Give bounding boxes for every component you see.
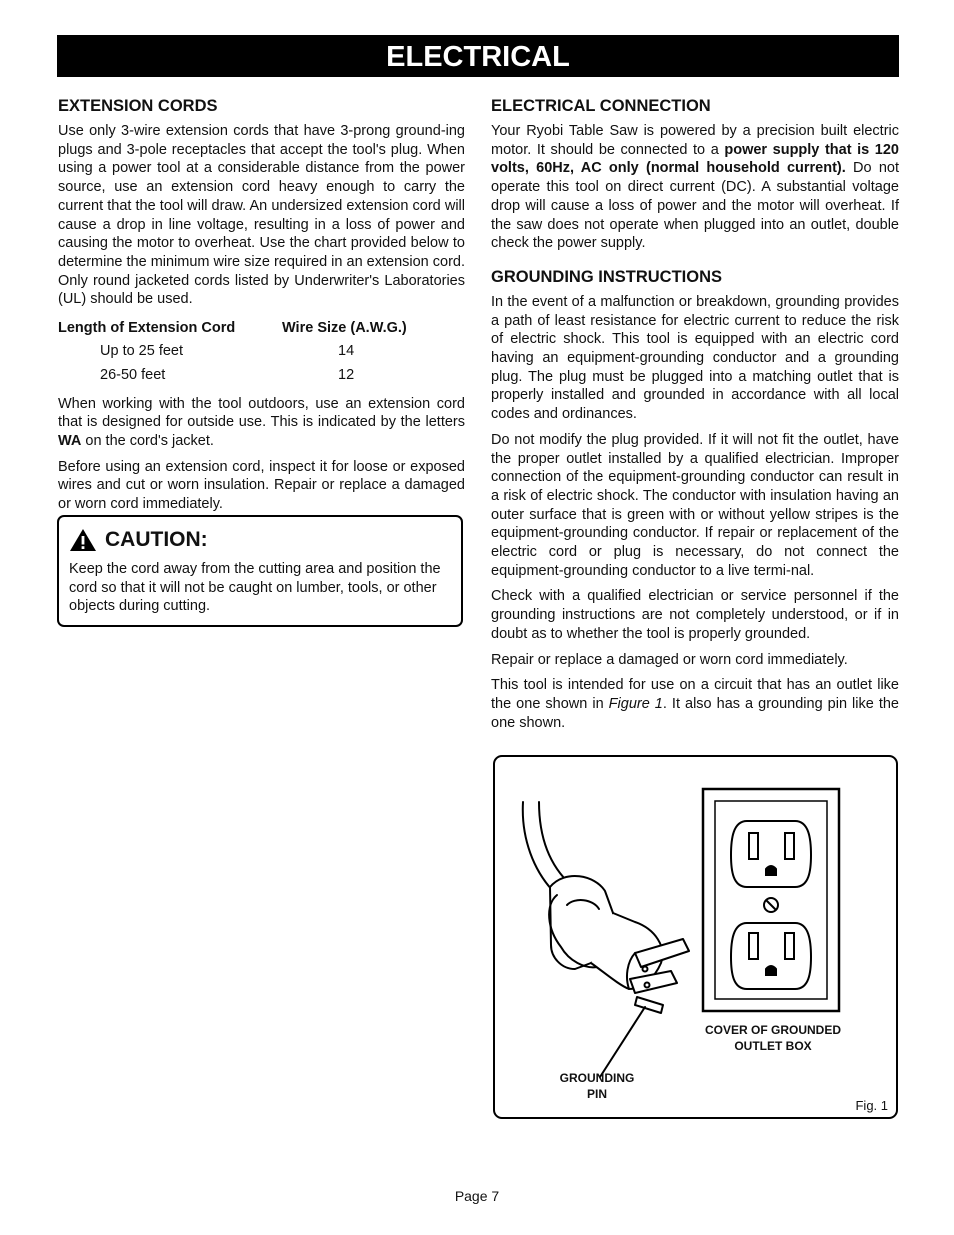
right-column — [491, 96, 899, 739]
power-supply-bold: power supply that is 120 volts, 60Hz, AC only (normal household current). — [491, 141, 899, 177]
wa-bold: WA — [58, 432, 82, 449]
caution-title-row — [69, 528, 208, 552]
text-span: This tool is intended for use on a circuit that has an outlet like the one shown in — [491, 677, 899, 712]
extension-cords-paragraph-3: Before using an extension cord, inspect it for loose or exposed wires and cut or worn insulation. Repair or replace a damaged or worn cord immediately. — [58, 458, 465, 513]
table-cell-length: 26-50 feet — [100, 366, 166, 383]
text-span: When working with the tool outdoors, use an extension cord that is designed for outside use. This is indicated by the letters — [58, 395, 465, 431]
figure-reference: Figure 1 — [608, 695, 663, 712]
grounding-paragraph-1: In the event of a malfunction or breakdown, grounding provides a path of least resistance for electric current to reduce the risk of electric shock. This tool is equipped with an electric cord having an equipment-grounding conductor and a grounding plug. The plug must be plugged into a matching outlet that is properly installed and grounded in accordance with all local codes and ordinances. — [491, 293, 899, 423]
outlet-label — [673, 1022, 873, 1054]
extension-cords-heading: EXTENSION CORDS — [58, 97, 218, 115]
grounding-paragraph-3: Check with a qualified electrician or service personnel if the grounding instructions are not completely understood, or if in doubt as to whether the tool is properly grounded. — [491, 588, 899, 642]
table-row — [58, 363, 465, 387]
grounding-paragraph-2: Do not modify the plug provided. If it will not fit the outlet, have the proper outlet installed by a qualified electrician. Improper connection of the equipment-grounding conductor can result in a risk of electric shock. The conductor with insulation having an outer surface that is green with or without yellow stripes is the equipment-grounding conductor. If repair or replacement of the electric cord or plug is necessary, do not connect the equipment-grounding conductor to a live termi-nal. — [491, 431, 899, 579]
extension-cords-paragraph-1: Use only 3-wire extension cords that have 3-prong ground-ing plugs and 3-pole receptacles that accept the tool's plug. When using a power tool at a considerable distance from the power source, use an extension cord heavy enough to carry the current that the tool will draw. An undersized extension cord will cause a drop in line voltage, resulting in a loss of power and causing the motor to overheat. Use the chart provided below to determine the minimum wire size required in an extension cord. Only round jacketed cords listed by Underwriter's Laboratories (UL) should be used. — [58, 123, 465, 308]
table-cell-size: 14 — [338, 343, 355, 360]
table-header-size: Wire Size (A.W.G.) — [282, 319, 407, 336]
plug-illustration — [523, 802, 689, 1077]
outlet-label-line-1: COVER OF GROUNDED — [704, 1023, 841, 1037]
outlet-illustration — [703, 789, 839, 1011]
caution-title: CAUTION: — [105, 528, 208, 551]
pin-label-line-1: GROUNDING — [559, 1071, 635, 1085]
table-cell-length: Up to 25 feet — [100, 343, 184, 360]
page-number: Page 7 — [454, 1188, 500, 1204]
warning-triangle-icon — [69, 528, 97, 552]
caution-box — [57, 515, 463, 627]
caution-text: Keep the cord away from the cutting area and position the cord so that it will not be caught on lumber, tools, or other objects during cutting. — [69, 561, 441, 615]
text-span: on the cord's jacket. — [81, 432, 214, 449]
grounding-pin-label — [537, 1070, 657, 1102]
table-header-length: Length of Extension Cord — [58, 319, 236, 336]
text-span: Do not operate this tool on direct current (DC). A substantial voltage drop will cause a loss of power and the motor will overheat. If the saw does not operate when plugged into an outlet, double check the power supply. — [491, 160, 900, 252]
outlet-label-line-2: OUTLET BOX — [734, 1039, 812, 1053]
table-header-row — [58, 316, 465, 340]
wire-size-table — [58, 316, 465, 387]
figure-number: Fig. 1 — [855, 1098, 888, 1113]
table-cell-size: 12 — [338, 366, 355, 383]
figure-illustration — [495, 757, 896, 1117]
electrical-connection-heading: ELECTRICAL CONNECTION — [491, 97, 711, 115]
extension-cords-paragraph-2 — [58, 395, 465, 451]
grounding-paragraph-5 — [491, 676, 899, 732]
pin-label-line-2: PIN — [586, 1087, 607, 1101]
section-banner: ELECTRICAL — [57, 35, 899, 77]
grounding-heading: GROUNDING INSTRUCTIONS — [491, 267, 722, 286]
table-row — [58, 340, 465, 364]
figure-1-box — [493, 755, 898, 1119]
text-span: . It also has a grounding pin like the one shown. — [491, 695, 899, 731]
grounding-paragraph-4: Repair or replace a damaged or worn cord immediately. — [491, 651, 848, 668]
electrical-connection-paragraph — [491, 122, 899, 253]
left-column — [58, 96, 465, 521]
text-span: Your Ryobi Table Saw is powered by a precision built electric motor. It should be connected to a — [491, 123, 899, 158]
